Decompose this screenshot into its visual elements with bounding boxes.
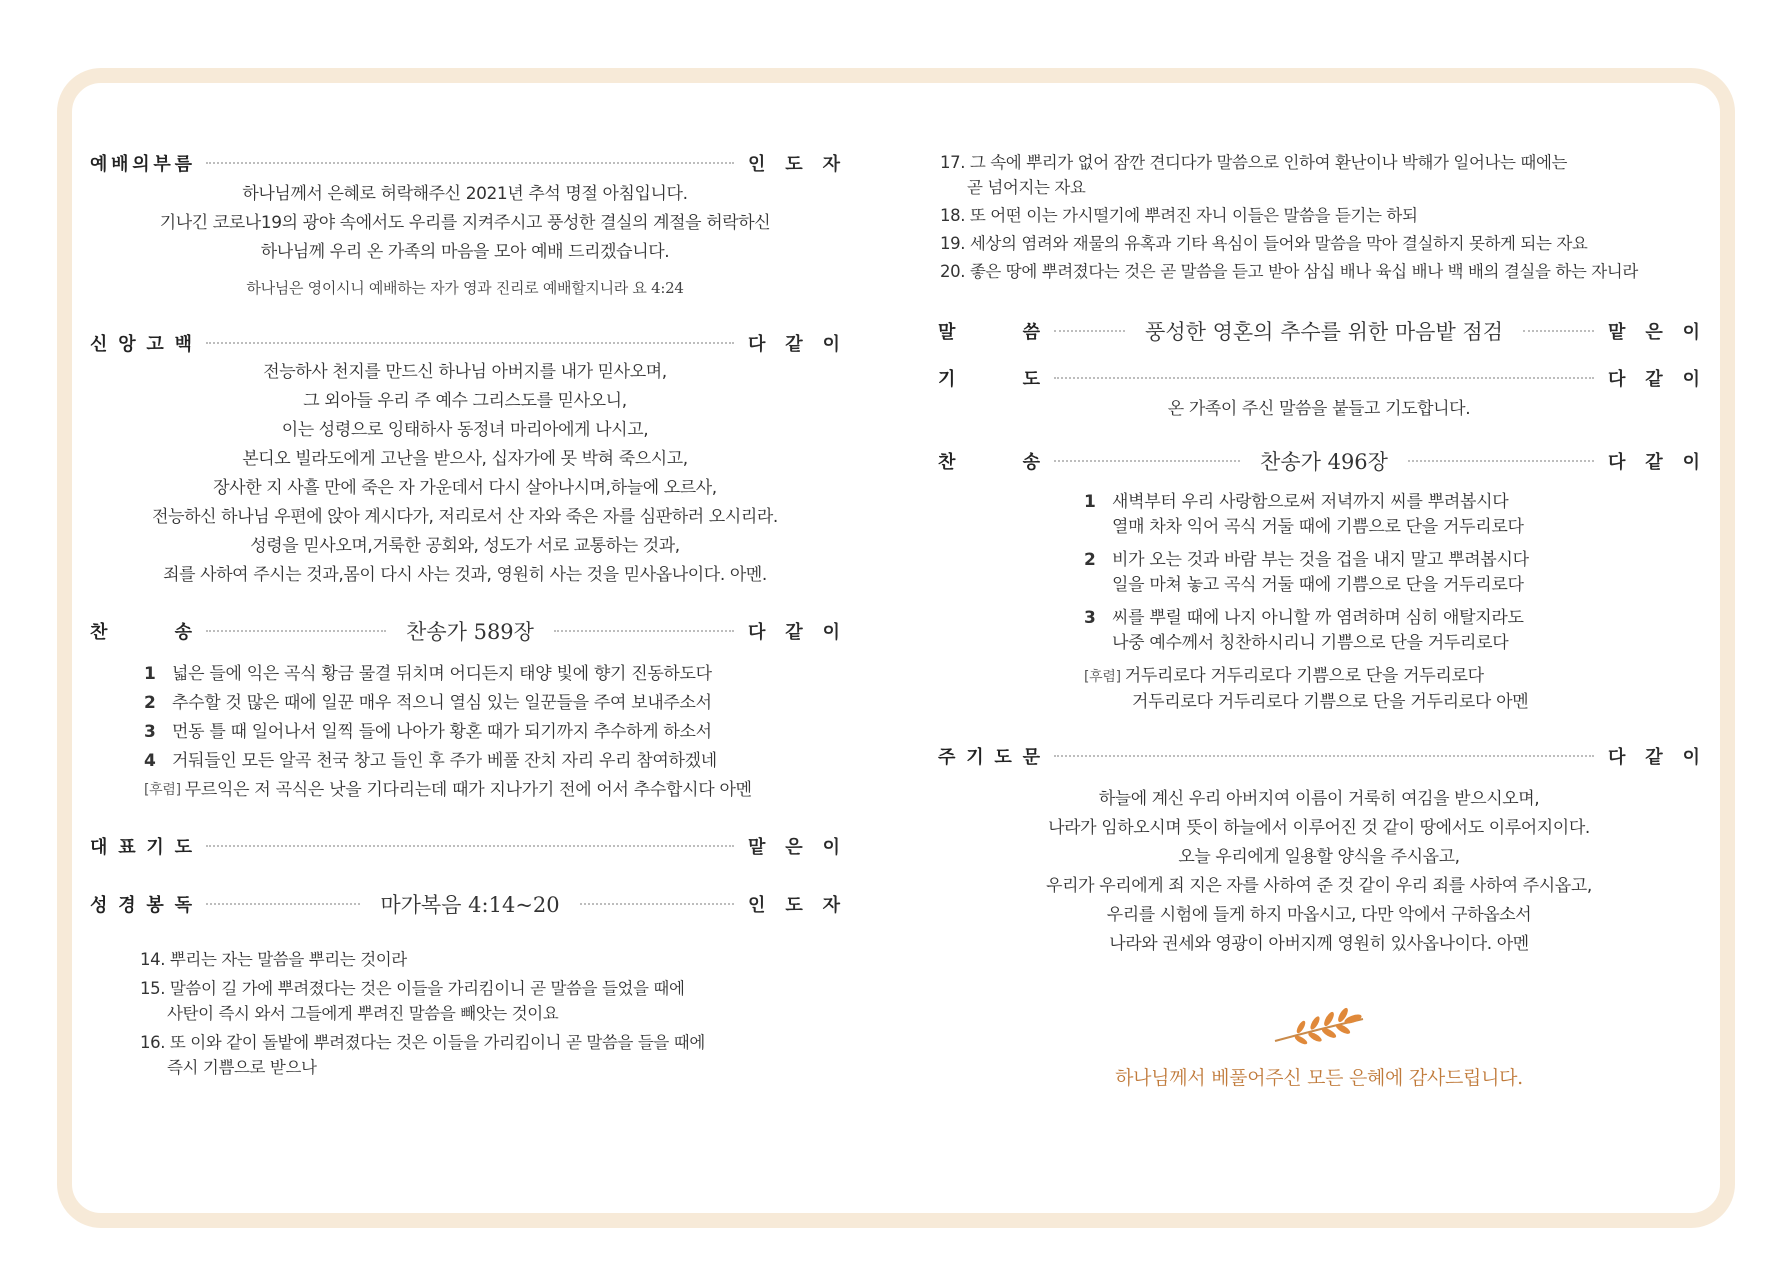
hymn-lyrics xyxy=(938,490,1700,715)
section-label: 예 배 의 부 름 xyxy=(90,154,192,175)
dotted-leader xyxy=(1054,377,1594,379)
dotted-leader xyxy=(1054,755,1594,757)
dotted-leader xyxy=(580,903,734,905)
section-header-sermon xyxy=(938,316,1700,346)
scripture-verse: 14. 뿌리는 자는 말씀을 뿌리는 것이라 xyxy=(140,950,407,969)
dotted-leader xyxy=(1408,460,1594,462)
lords-prayer-text: 하늘에 계신 우리 아버지여 이름이 거룩히 여김을 받으시오며, 나라가 임하오시며 뜻이 하늘에서 이루어진 것 같이 땅에서도 이루어지이다. 오늘 우리에게 일용할 양식을 주시옵고, 우리가 우리에게 죄 지은 자를 사하여 준 것 같이 우리 죄를 사하여 주시옵고, 우리를 시험에 들게 하지 마옵시고, 다만 악에서 구하옵소서 나라와 권세와 영광이 아버지께 영원히 있사옵나이다. 아멘 xyxy=(1046,789,1592,954)
call-to-worship-text: 하나님께서 은혜로 허락해주신 2021년 추석 명절 아침입니다. 기나긴 코로나19의 광야 속에서도 우리를 지켜주시고 풍성한 결실의 계절을 허락하신 하나님께 우리 온 가족의 마음을 모아 예배 드리겠습니다. xyxy=(159,184,771,262)
section-leader: 맡 은 이 xyxy=(1608,322,1700,343)
dotted-leader xyxy=(1054,460,1240,462)
scripture-title: 마가복음 4:14~20 xyxy=(380,893,560,917)
section-leader: 다 같 이 xyxy=(1608,452,1700,473)
section-label: 주 기 도 문 xyxy=(938,747,1040,768)
wheat-icon xyxy=(1269,1005,1369,1049)
hymn-stanza: 2 추수할 것 많은 때에 일꾼 매우 적으니 열심 있는 일꾼들을 주여 보내주소서 xyxy=(144,693,712,713)
section-label: 찬 송 xyxy=(938,452,1040,473)
hymn-refrain: [후렴] 거두리로다 거두리로다 기쁨으로 단을 거두리로다 거두리로다 거두리로다 기쁨으로 단을 거두리로다 아멘 xyxy=(1084,666,1529,712)
dotted-leader xyxy=(554,630,734,632)
section-header-lords-prayer xyxy=(938,741,1700,771)
section-leader: 인 도 자 xyxy=(748,895,840,916)
dotted-leader xyxy=(206,903,360,905)
section-label: 성 경 봉 독 xyxy=(90,895,192,916)
dotted-leader xyxy=(206,630,386,632)
hymn-title: 찬송가 496장 xyxy=(1260,450,1388,474)
section-header-hymn xyxy=(90,616,840,646)
section-label: 신 앙 고 백 xyxy=(90,334,192,355)
section-label: 찬 송 xyxy=(90,622,192,643)
scripture-verse: 20. 좋은 땅에 뿌려졌다는 것은 곧 말씀을 듣고 받아 삼십 배나 육십 배나 백 배의 결실을 하는 자니라 xyxy=(940,262,1638,281)
dotted-leader xyxy=(206,162,734,164)
scripture-verse: 15. 말씀이 길 가에 뿌려졌다는 것은 이들을 가리킴이니 곧 말씀을 들었을 때에 사탄이 즉시 와서 그들에게 뿌려진 말씀을 빼앗는 것이요 xyxy=(140,979,685,1023)
section-header-call-to-worship xyxy=(90,148,840,178)
section-header-prayer xyxy=(90,831,840,861)
dotted-leader xyxy=(206,342,734,344)
scripture-verse: 19. 세상의 염려와 재물의 유혹과 기타 욕심이 들어와 말씀을 막아 결실하지 못하게 되는 자요 xyxy=(940,234,1588,253)
section-leader: 맡 은 이 xyxy=(748,837,840,858)
prayer-text: 온 가족이 주신 말씀을 붙들고 기도합니다. xyxy=(1167,399,1471,419)
left-column xyxy=(90,82,840,1084)
hymn-lyrics xyxy=(90,660,840,805)
dotted-leader xyxy=(1523,330,1594,332)
scripture-verse: 17. 그 속에 뿌리가 없어 잠깐 견디다가 말씀으로 인하여 환난이나 박해가 일어나는 때에는 곧 넘어지는 자요 xyxy=(940,153,1568,197)
creed-text: 전능하사 천지를 만드신 하나님 아버지를 내가 믿사오며, 그 외아들 우리 주 예수 그리스도를 믿사오니, 이는 성령으로 잉태하사 동정녀 마리아에게 나시고, 본디오 빌라도에게 고난을 받으사, 십자가에 못 박혀 죽으시고, 장사한 지 사흘 만에 죽은 자 가운데서 다시 살아나시며,하늘에 오르사, 전능하신 하나님 우편에 앉아 계시다가, 저리로서 산 자와 죽은 자를 심판하러 오시리라. 성령을 믿사오며,거룩한 공회와, 성도가 서로 교통하는 것과, 죄를 사하여 주시는 것과,몸이 다시 사는 것과, 영원히 사는 것을 믿사옵나이다. 아멘. xyxy=(152,362,778,585)
hymn-title: 찬송가 589장 xyxy=(406,620,534,644)
hymn-stanza: 1 새벽부터 우리 사랑함으로써 저녁까지 씨를 뿌려봅시다 열매 차차 익어 곡식 거둘 때에 기쁨으로 단을 거두리로다 xyxy=(1084,492,1524,537)
section-label: 말 씀 xyxy=(938,322,1040,343)
scripture-text-continued xyxy=(938,150,1700,284)
section-leader: 인 도 자 xyxy=(748,154,840,175)
section-label: 기 도 xyxy=(938,369,1040,390)
right-column xyxy=(938,82,1700,1090)
section-leader: 다 같 이 xyxy=(748,622,840,643)
hymn-refrain: [후렴] 무르익은 저 곡식은 낫을 기다리는데 때가 지나가기 전에 어서 추수합시다 아멘 xyxy=(144,780,752,800)
section-header-creed xyxy=(90,328,840,358)
hymn-stanza: 1 넓은 들에 익은 곡식 황금 물결 뒤치며 어디든지 태양 빛에 향기 진동하도다 xyxy=(144,664,712,684)
section-leader: 다 같 이 xyxy=(748,334,840,355)
section-label: 대 표 기 도 xyxy=(90,837,192,858)
section-header-scripture-reading xyxy=(90,889,840,919)
dotted-leader xyxy=(206,845,734,847)
scripture-verse: 16. 또 이와 같이 돌밭에 뿌려졌다는 것은 이들을 가리킴이니 곧 말씀을 들을 때에 즉시 기쁨으로 받으나 xyxy=(140,1033,705,1077)
sermon-title: 풍성한 영혼의 추수를 위한 마음밭 점검 xyxy=(1145,320,1503,344)
closing-thanks: 하나님께서 베풀어주신 모든 은혜에 감사드립니다. xyxy=(1115,1067,1523,1089)
hymn-stanza: 2 비가 오는 것과 바람 부는 것을 겁을 내지 말고 뿌려봅시다 일을 마쳐 놓고 곡식 거둘 때에 기쁨으로 단을 거두리로다 xyxy=(1084,550,1529,595)
dotted-leader xyxy=(1054,330,1125,332)
hymn-stanza: 3 씨를 뿌릴 때에 나지 아니할 까 염려하며 심히 애탈지라도 나중 예수께서 칭찬하시리니 기쁨으로 단을 거두리로다 xyxy=(1084,608,1524,653)
section-leader: 다 같 이 xyxy=(1608,747,1700,768)
section-header-hymn xyxy=(938,446,1700,476)
hymn-stanza: 4 거둬들인 모든 알곡 천국 창고 들인 후 주가 베풀 잔치 자리 우리 참여하겠네 xyxy=(144,751,717,771)
scripture-verse: 18. 또 어떤 이는 가시떨기에 뿌려진 자니 이들은 말씀을 듣기는 하되 xyxy=(940,206,1418,225)
hymn-stanza: 3 먼동 틀 때 일어나서 일찍 들에 나아가 황혼 때가 되기까지 추수하게 하소서 xyxy=(144,722,712,742)
section-header-prayer xyxy=(938,363,1700,393)
scripture-verse-reference: 하나님은 영이시니 예배하는 자가 영과 진리로 예배할지니라 요 4:24 xyxy=(246,279,684,297)
scripture-text xyxy=(90,947,840,1080)
section-leader: 다 같 이 xyxy=(1608,369,1700,390)
